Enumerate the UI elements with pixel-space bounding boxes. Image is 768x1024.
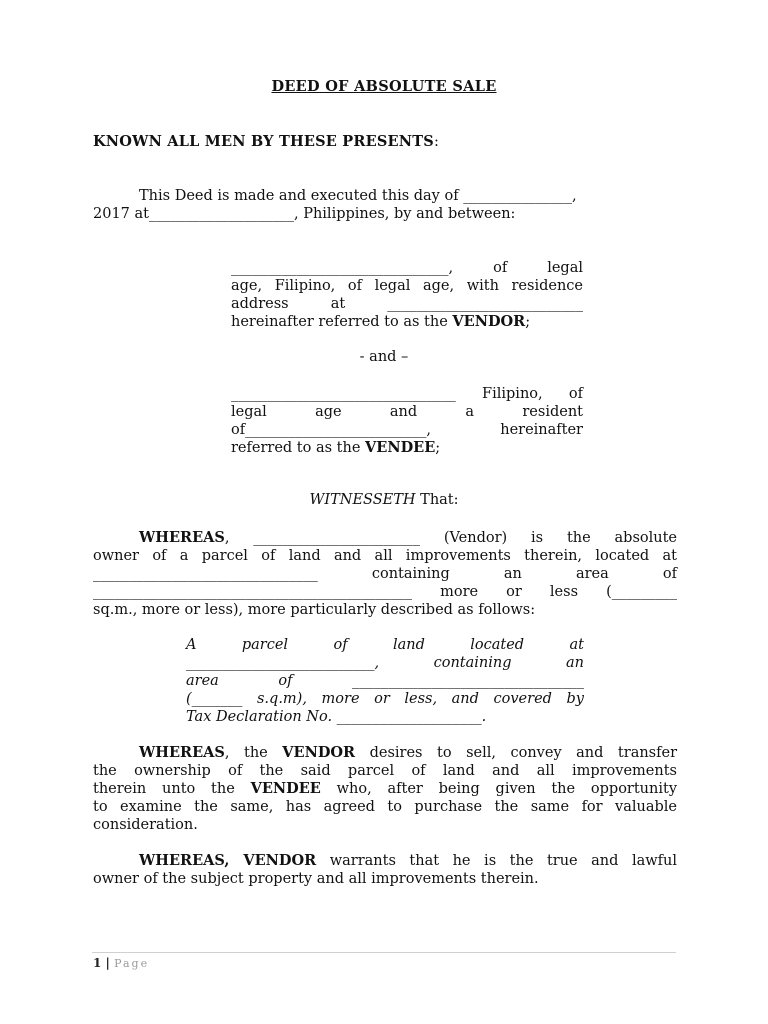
vendor-term: VENDOR [452, 313, 526, 330]
word-of: of [662, 566, 677, 582]
known-heading-bold: KNOWN ALL MEN BY THESE PRESENTS [93, 133, 434, 150]
vendee-block [231, 385, 583, 457]
vendee-word-resident: resident [522, 404, 583, 420]
vendee-line-3-text: hereinafter [500, 422, 583, 438]
page-label: Page [114, 957, 150, 970]
whereas-1-line-3 [93, 565, 677, 583]
whereas-3-paragraph [93, 852, 677, 888]
known-all-men-heading [93, 133, 439, 150]
vendor-line-4 [231, 313, 583, 331]
intro-line-1: This Deed is made and executed this day of _______________, [139, 188, 577, 204]
whereas-2-line-1 [93, 744, 677, 762]
vendee-line-1 [231, 385, 583, 403]
and-separator: - and – [359, 349, 409, 365]
whereas-2-text-a: , the [224, 745, 283, 761]
vendee-word-age: age [315, 404, 342, 420]
vendee-word-legal: legal [231, 404, 267, 420]
parcel-word-land: land [392, 637, 425, 653]
whereas-2-line-5: consideration. [93, 817, 198, 833]
vendee-word-and: and [389, 404, 418, 420]
word-an: an [503, 566, 522, 582]
vendor-address-blank: ___________________________ [387, 296, 584, 312]
parcel-word-parcel: parcel [241, 637, 289, 653]
whereas-3-line-2: owner of the subject property and all improvements therein. [93, 871, 539, 887]
vendee-residence-blank: of_________________________, [231, 422, 431, 438]
vendor-line-2: age, Filipino, of legal age, with residence [231, 278, 583, 294]
parcel-line-1 [186, 636, 584, 654]
whereas-1-keyword: WHEREAS [139, 529, 225, 546]
parcel-word-located: located [470, 637, 525, 653]
whereas-2-keyword: WHEREAS [139, 744, 225, 761]
whereas-2-line-3-b: who, after being given the opportunity [320, 781, 678, 797]
parcel-location-blank: __________________________, [186, 655, 380, 671]
vendor-block [231, 259, 583, 331]
document-title: DEED OF ABSOLUTE SALE [271, 78, 497, 95]
parcel-line-5: Tax Declaration No. ____________________. [186, 709, 487, 725]
whereas-1-line-5: sq.m., more or less), more particularly described as follows: [93, 602, 536, 618]
known-heading-colon: : [433, 134, 440, 150]
parcel-line-2 [186, 654, 584, 672]
parcel-area-blank: ________________________________ [352, 673, 584, 689]
whereas-1-line-4-text: more or less (_________ [440, 584, 677, 600]
vendee-line-3 [231, 421, 583, 439]
vendee-line-4-text: referred to as the [231, 440, 366, 456]
vendee-line-1-text: Filipino, of [482, 386, 584, 402]
vendor-line-4-end: ; [525, 314, 531, 330]
vendor-line-3 [231, 295, 583, 313]
whereas-1-paragraph [93, 529, 677, 619]
whereas-2-line-4: to examine the same, has agreed to purchase the same for valuable [93, 799, 677, 815]
whereas-1-line-2: owner of a parcel of land and all improvements therein, located at [93, 548, 677, 564]
word-containing: containing [371, 566, 450, 582]
whereas-2-line-2: the ownership of the said parcel of land and all improvements [93, 763, 677, 779]
vendee-line-4-end: ; [435, 440, 441, 456]
whereas-2-vendor-term: VENDOR [282, 744, 356, 761]
whereas-2-vendee-term: VENDEE [250, 780, 321, 797]
whereas-2-text-b: desires to sell, convey and transfer [355, 745, 677, 761]
whereas-1-line-3-words [93, 565, 677, 583]
whereas-2-line-3 [93, 780, 677, 798]
witnesseth-rest: That: [415, 492, 459, 508]
parcel-line-3 [186, 672, 584, 690]
vendor-line-4-text: hereinafter referred to as the [231, 314, 453, 330]
intro-line-2: 2017 at____________________, Philippines, by and between: [93, 206, 516, 222]
parcel-description [186, 636, 584, 726]
whereas-2-line-3-a: therein unto the [93, 781, 251, 797]
vendee-line-2 [231, 403, 583, 421]
whereas-1-line-1-text: , _______________________ (Vendor) is the absolute [224, 530, 677, 546]
page-footer [93, 956, 149, 970]
whereas-3-line-1-text: warrants that he is the true and lawful [316, 853, 677, 869]
vendor-name-blank: ______________________________, [231, 260, 454, 276]
vendee-word-a: a [465, 404, 475, 420]
witnesseth-italic: WITNESSETH [309, 492, 416, 508]
page-number: 1 [93, 956, 102, 970]
parcel-word-at: at [569, 637, 584, 653]
parcel-line-2-text: containing an [433, 655, 584, 671]
parcel-line-1-words [186, 636, 584, 654]
vendor-line-1-text: of legal [493, 260, 583, 276]
parcel-line-4: (_______ s.q.m), more or less, and covered by [186, 691, 584, 707]
whereas-2-paragraph [93, 744, 677, 834]
whereas-1-line-1 [93, 529, 677, 547]
vendor-line-1 [231, 259, 583, 277]
vendee-line-4 [231, 439, 583, 457]
vendee-name-blank: _______________________________ [231, 386, 456, 402]
whereas-1-line-4 [93, 583, 677, 601]
whereas-3-keyword: WHEREAS, VENDOR [139, 852, 317, 869]
parcel-word-a: A [186, 637, 197, 653]
footer-divider [92, 952, 676, 953]
word-area: area [575, 566, 609, 582]
location-blank: _______________________________ [93, 566, 318, 582]
vendee-line-2-words [231, 403, 583, 421]
whereas-3-line-1 [93, 852, 677, 870]
vendee-term: VENDEE [365, 439, 436, 456]
intro-paragraph [93, 187, 677, 223]
area-blank: ____________________________________________ [93, 584, 412, 600]
vendor-address-label: address at [231, 296, 346, 312]
page-separator: | [101, 956, 115, 970]
parcel-word-of: of [333, 637, 348, 653]
parcel-area-label: area of [186, 673, 293, 689]
witnesseth-heading [0, 492, 768, 508]
